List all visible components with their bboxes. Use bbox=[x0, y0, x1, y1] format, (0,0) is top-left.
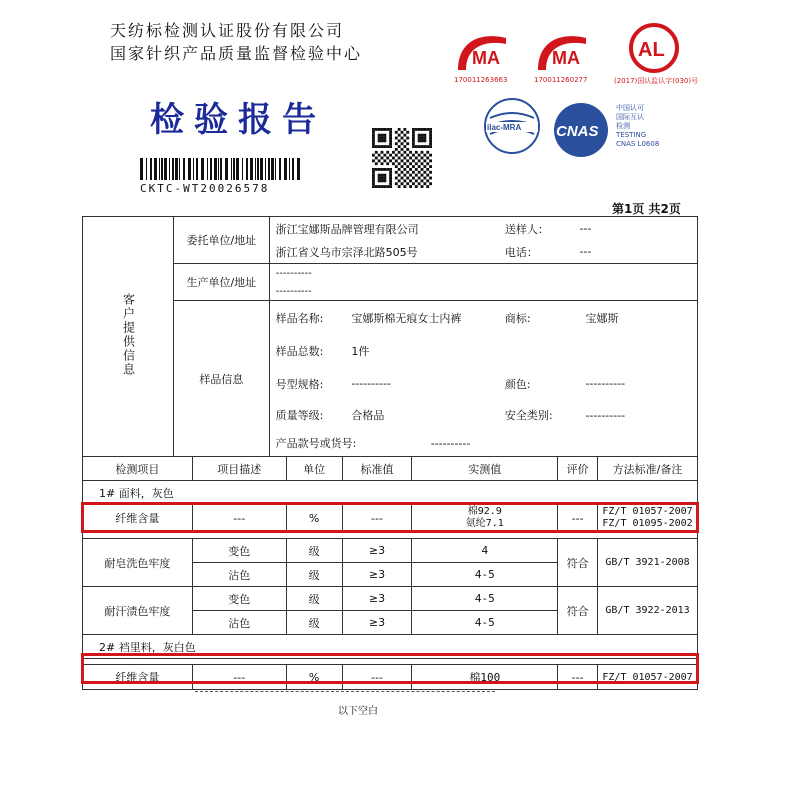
cma-number-1: 170011263663 bbox=[454, 76, 508, 84]
cal-word: AL bbox=[638, 39, 665, 61]
safety-label: 安全类别: bbox=[504, 409, 553, 422]
sample-name-label: 样品名称: bbox=[269, 301, 345, 335]
producer-line2: ---------- bbox=[269, 282, 697, 301]
section-1-label: 1# 面料，灰色 bbox=[83, 481, 698, 505]
col-header-desc: 项目描述 bbox=[192, 457, 286, 481]
model: ---------- bbox=[351, 377, 392, 390]
item-no-label: 产品款号或货号: bbox=[269, 430, 425, 457]
qr-code bbox=[372, 128, 432, 188]
count-label: 样品总数: bbox=[269, 334, 345, 367]
barcode bbox=[140, 158, 300, 180]
count: 1件 bbox=[345, 334, 697, 367]
sender-label: 送样人： bbox=[499, 217, 580, 241]
safety: ---------- bbox=[579, 400, 697, 430]
client-name: 浙江宝娜斯品牌管理有限公司 bbox=[269, 217, 499, 241]
report-table bbox=[82, 216, 698, 690]
trademark-label: 商标: bbox=[499, 301, 580, 335]
cnas-text: 中国认可 国际互认 检测 TESTING CNAS L0608 bbox=[616, 104, 660, 148]
col-header-value: 实测值 bbox=[412, 457, 558, 481]
highlight-fiber-1 bbox=[81, 502, 699, 533]
cal-mark bbox=[614, 22, 699, 88]
trademark: 宝娜斯 bbox=[579, 301, 697, 335]
barcode-number: CKTC-WT20026578 bbox=[140, 182, 270, 195]
ilac-mra-mark bbox=[482, 94, 542, 158]
cma-word-1: MA bbox=[472, 48, 500, 68]
page-indicator: 第1页 共2页 bbox=[612, 202, 681, 216]
client-address: 浙江省义乌市宗泽北路505号 bbox=[269, 240, 499, 264]
highlight-fiber-2 bbox=[81, 653, 699, 684]
fiber1-values: 棉92.9 氨纶7.1 bbox=[412, 505, 558, 532]
report-title: 检验报告 bbox=[150, 100, 326, 140]
producer-line1: ---------- bbox=[269, 264, 697, 283]
client-side-label: 客户提供信息 bbox=[83, 217, 174, 457]
table-row: 耐皂洗色牢度 变色 级 ≥3 4 符合 GB/T 3921-2008 bbox=[83, 539, 698, 563]
fiber1-methods: FZ/T 01057-2007 FZ/T 01095-2002 bbox=[598, 505, 698, 532]
cma-mark-1 bbox=[452, 30, 512, 86]
table-row: 沾色 级 ≥3 4-5 bbox=[83, 611, 698, 635]
cal-number: (2017)国认监认字(030)号 bbox=[614, 77, 699, 85]
end-divider bbox=[195, 691, 495, 692]
cnas-word: CNAS bbox=[556, 123, 599, 140]
center-name: 国家针织产品质量监督检验中心 bbox=[110, 44, 363, 63]
cnas-mark bbox=[550, 100, 690, 160]
cma-mark-2 bbox=[532, 30, 592, 86]
section-2-label: 2# 裆里料，灰白色 bbox=[83, 635, 698, 659]
sender-value: --- bbox=[579, 217, 697, 241]
item-no: ---------- bbox=[425, 430, 698, 457]
phone-value: --- bbox=[579, 240, 697, 264]
table-row: 纤维含量 --- % --- 棉92.9 氨纶7.1 --- FZ/T 01057-2007 FZ/T 01095-2002 bbox=[83, 505, 698, 532]
cma-word-2: MA bbox=[552, 48, 580, 68]
col-header-method: 方法标准/备注 bbox=[598, 457, 698, 481]
sample-info-label: 样品信息 bbox=[174, 301, 270, 457]
sample-name: 宝娜斯棉无痕女士内裤 bbox=[345, 301, 499, 335]
ilac-word: ilac-MRA bbox=[487, 123, 522, 132]
client-label: 委托单位/地址 bbox=[174, 217, 270, 264]
col-header-unit: 单位 bbox=[286, 457, 342, 481]
color: ---------- bbox=[579, 367, 697, 400]
col-header-item: 检测项目 bbox=[83, 457, 193, 481]
company-name: 天纺标检测认证股份有限公司 bbox=[110, 21, 345, 40]
table-row: 耐汗渍色牢度 变色 级 ≥3 4-5 符合 GB/T 3922-2013 bbox=[83, 587, 698, 611]
producer-label: 生产单位/地址 bbox=[174, 264, 270, 301]
grade-label: 质量等级: bbox=[269, 400, 345, 430]
col-header-std: 标准值 bbox=[342, 457, 412, 481]
cma-number-2: 170011260277 bbox=[534, 76, 588, 84]
grade: 合格品 bbox=[351, 409, 385, 422]
col-header-eval: 评价 bbox=[558, 457, 598, 481]
table-row: 沾色 级 ≥3 4-5 bbox=[83, 563, 698, 587]
results-header-row bbox=[83, 457, 698, 481]
table-row: 纤维含量 --- % --- 棉100 --- FZ/T 01057-2007 bbox=[83, 665, 698, 690]
model-label: 号型规格: bbox=[269, 367, 345, 400]
color-label: 颜色: bbox=[504, 377, 531, 391]
phone-label: 电话： bbox=[499, 240, 580, 264]
end-note: 以下空白 bbox=[338, 706, 378, 717]
